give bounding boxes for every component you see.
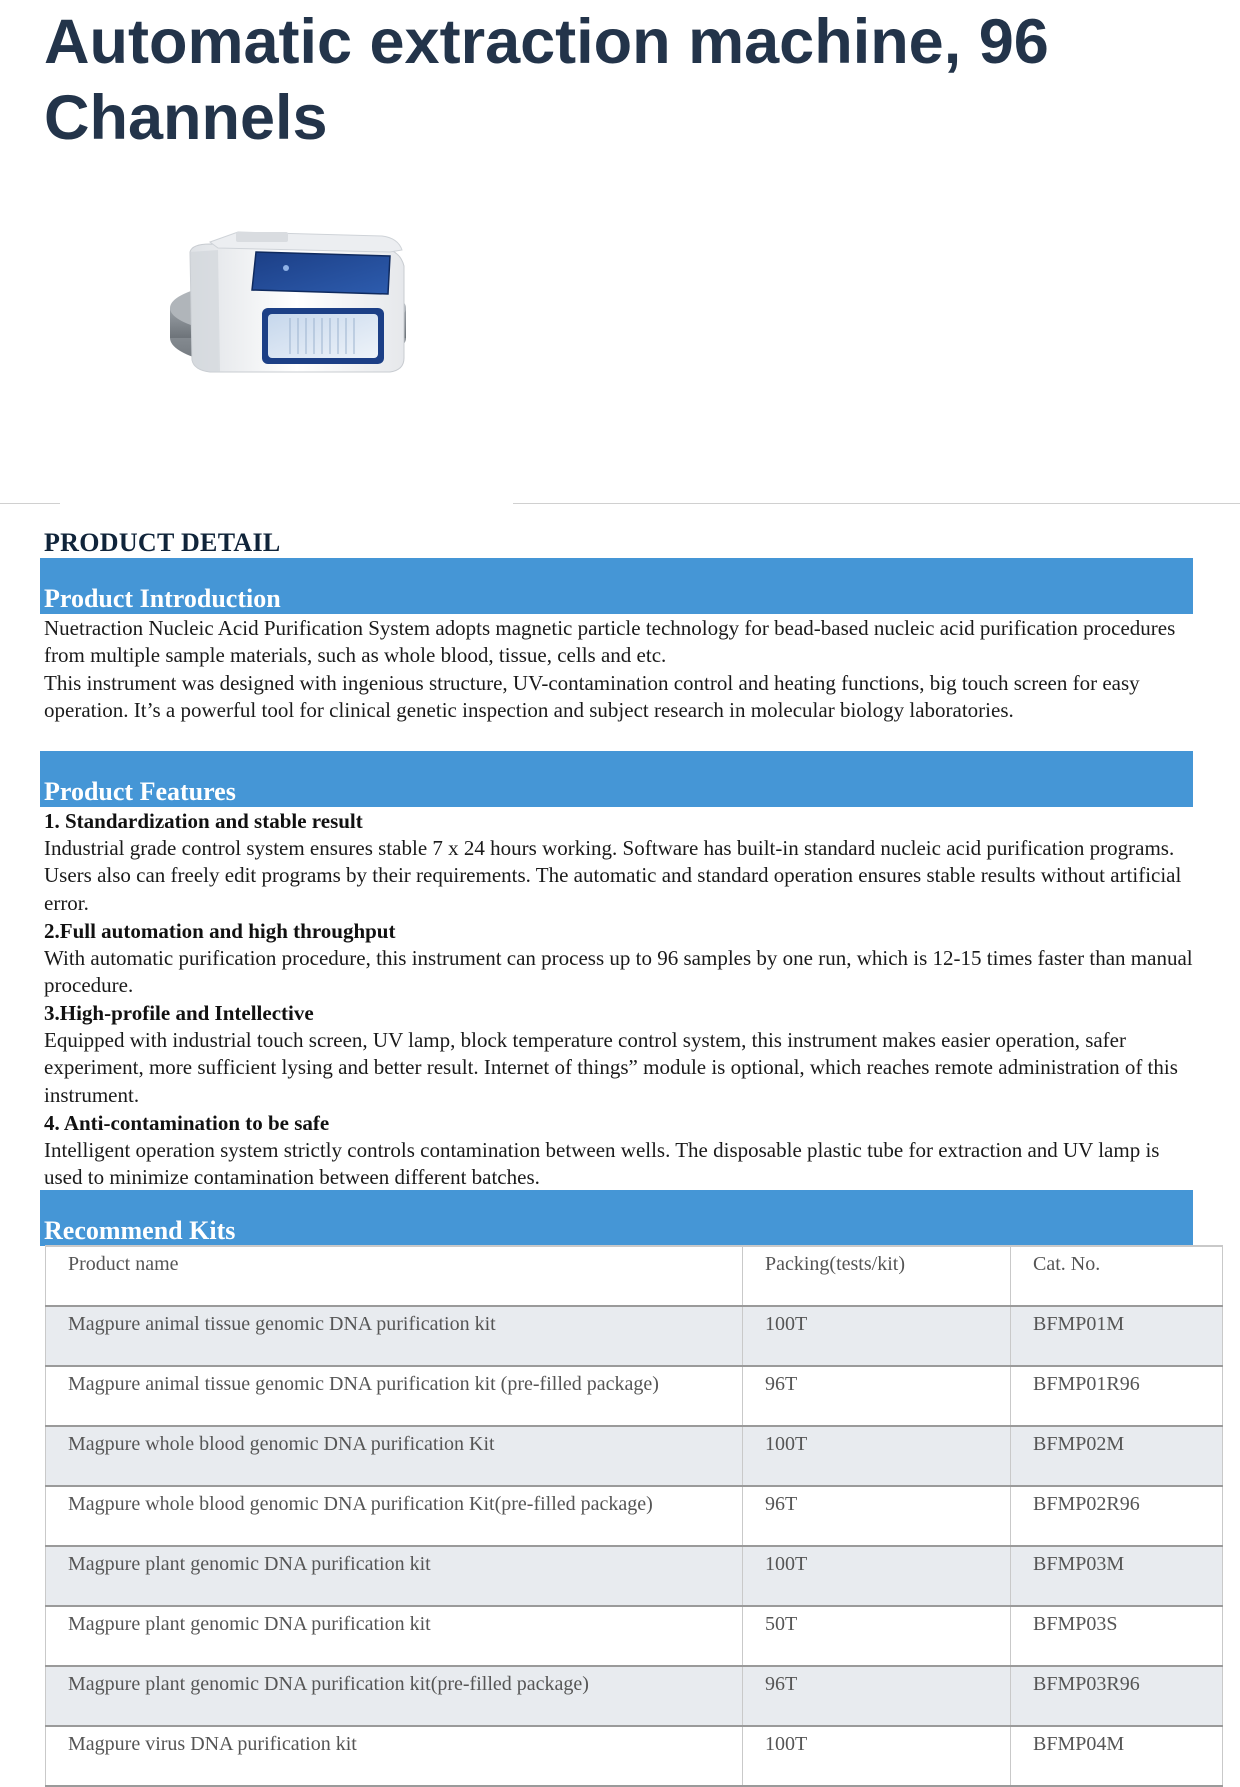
cell-packing: 96T <box>743 1666 1011 1726</box>
column-header-packing: Packing(tests/kit) <box>743 1246 1011 1306</box>
section-heading-introduction: Product Introduction <box>44 584 281 613</box>
cell-packing: 100T <box>743 1306 1011 1366</box>
cell-cat-no: BFMP01R96 <box>1011 1366 1223 1426</box>
feature-text: Industrial grade control system ensures stable 7 x 24 hours working. Software has built-in standard nucleic acid purification programs. Users also can freely edit programs by their requirements. The automatic and standard operation ensures stable results without artificial error. <box>44 836 1182 915</box>
cell-cat-no: BFMP02R96 <box>1011 1486 1223 1546</box>
table-row <box>46 1546 1223 1606</box>
cell-cat-no: BFMP02M <box>1011 1426 1223 1486</box>
cell-product-name: Magpure whole blood genomic DNA purification Kit(pre-filled package) <box>46 1486 743 1546</box>
table-header-row <box>46 1246 1223 1306</box>
cell-product-name: Magpure plant genomic DNA purification kit(pre-filled package) <box>46 1666 743 1726</box>
cell-cat-no: BFMP01M <box>1011 1306 1223 1366</box>
cell-product-name: Magpure plant genomic DNA purification kit <box>46 1546 743 1606</box>
table-row <box>46 1426 1223 1486</box>
table-row <box>46 1306 1223 1366</box>
feature-text: With automatic purification procedure, this instrument can process up to 96 samples by one run, which is 12-15 times faster than manual procedure. <box>44 946 1193 998</box>
feature-text: Intelligent operation system strictly controls contamination between wells. The disposable plastic tube for extraction and UV lamp is used to minimize contamination between different batches. <box>44 1138 1160 1190</box>
page-title: Automatic extraction machine, 96 Channels <box>44 7 1049 153</box>
table-row <box>46 1486 1223 1546</box>
feature-title: 3.High-profile and Intellective <box>44 1001 314 1025</box>
cell-product-name: Magpure animal tissue genomic DNA purification kit (pre-filled package) <box>46 1366 743 1426</box>
section-bar-features <box>40 751 1193 807</box>
cell-packing: 50T <box>743 1606 1011 1666</box>
section-bar-introduction <box>40 558 1193 614</box>
cell-packing: 100T <box>743 1426 1011 1486</box>
kits-table <box>45 1245 1223 1787</box>
divider-left <box>0 503 60 504</box>
cell-packing: 100T <box>743 1726 1011 1786</box>
feature-title: 2.Full automation and high throughput <box>44 919 396 943</box>
column-header-product-name: Product name <box>46 1246 743 1306</box>
intro-paragraph-2: This instrument was designed with ingenious structure, UV-contamination control and heating functions, big touch screen for easy operation. It’s a powerful tool for clinical genetic inspection and subject research in molecular biology laboratories. <box>44 671 1140 723</box>
section-heading-kits: Recommend Kits <box>44 1216 236 1245</box>
table-row <box>46 1366 1223 1426</box>
intro-paragraph-1: Nuetraction Nucleic Acid Purification System adopts magnetic particle technology for bead-based nucleic acid purification procedures from multiple sample materials, such as whole blood, tissue, cells and etc. <box>44 616 1176 668</box>
cell-packing: 96T <box>743 1366 1011 1426</box>
cell-cat-no: BFMP03S <box>1011 1606 1223 1666</box>
cell-product-name: Magpure whole blood genomic DNA purification Kit <box>46 1426 743 1486</box>
cell-product-name: Magpure plant genomic DNA purification kit <box>46 1606 743 1666</box>
cell-cat-no: BFMP04M <box>1011 1726 1223 1786</box>
product-detail-heading: PRODUCT DETAIL <box>44 528 281 557</box>
table-row <box>46 1666 1223 1726</box>
cell-packing: 96T <box>743 1486 1011 1546</box>
product-image <box>60 170 510 500</box>
table-row <box>46 1726 1223 1786</box>
column-header-cat-no: Cat. No. <box>1011 1246 1223 1306</box>
divider-right <box>513 503 1240 504</box>
feature-title: 1. Standardization and stable result <box>44 809 363 833</box>
cell-product-name: Magpure virus DNA purification kit <box>46 1726 743 1786</box>
cell-cat-no: BFMP03M <box>1011 1546 1223 1606</box>
feature-title: 4. Anti-contamination to be safe <box>44 1111 330 1135</box>
feature-text: Equipped with industrial touch screen, UV lamp, block temperature control system, this instrument makes easier operation, safer experiment, more sufficient lysing and better result. Internet of things” module is optional, which reaches remote administration of this instrument. <box>44 1028 1178 1107</box>
section-bar-kits <box>40 1190 1193 1246</box>
cell-cat-no: BFMP03R96 <box>1011 1666 1223 1726</box>
section-heading-features: Product Features <box>44 777 236 806</box>
cell-packing: 100T <box>743 1546 1011 1606</box>
extraction-machine-icon <box>60 170 510 500</box>
cell-product-name: Magpure animal tissue genomic DNA purification kit <box>46 1306 743 1366</box>
table-row <box>46 1606 1223 1666</box>
